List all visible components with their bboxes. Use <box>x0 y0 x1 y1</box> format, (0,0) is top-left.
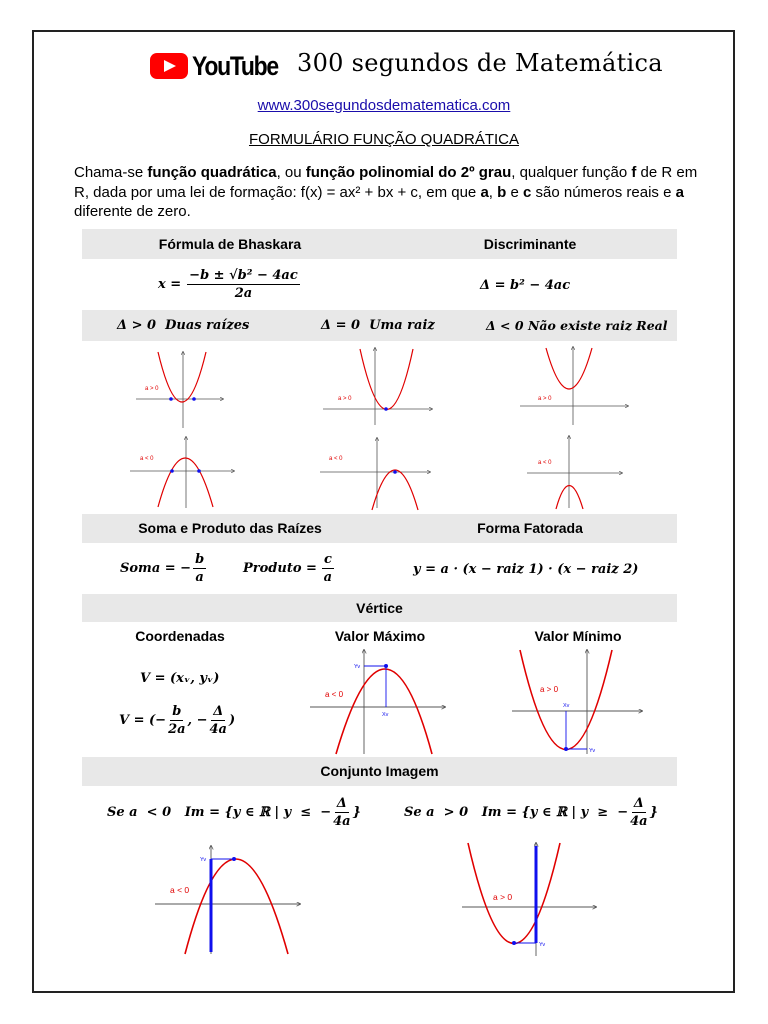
svg-text:a < 0: a < 0 <box>140 456 154 462</box>
forma-fatorada-title: Forma Fatorada <box>477 520 583 536</box>
valor-minimo-title: Valor Mínimo <box>534 628 622 644</box>
svg-text:Yv: Yv <box>539 942 546 948</box>
page-title: 300 segundos de Matemática <box>297 49 663 77</box>
svg-text:Yv: Yv <box>200 857 207 863</box>
intro-paragraph: Chama-se função quadrática, ou função polinomial do 2º grau, qualquer função f de R em R, dada por uma lei de formação: f(x) = ax² + bx + c, em que a, b e c são números reais e a diferente de zero. <box>74 164 698 220</box>
discriminante-title: Discriminante <box>483 236 577 252</box>
youtube-wordmark: YouTube <box>192 50 278 81</box>
case-one-root: Δ = 0 Uma raiz <box>321 318 435 333</box>
svg-text:Yv: Yv <box>354 664 361 670</box>
graph-imagem-pos <box>462 843 596 956</box>
graph-imagem-neg <box>155 846 300 954</box>
svg-text:a > 0: a > 0 <box>145 386 159 392</box>
bhaskara-formula: x = $\frac{\text{−b ± √b² − 4ac}}{2a}$ <box>158 268 298 301</box>
vertice-coord-formula: V = (xᵥ, yᵥ) <box>140 671 220 686</box>
produto-formula: Produto = $\frac{c}{a}$ <box>243 552 333 585</box>
case-two-roots: Δ > 0 Duas raízes <box>117 318 250 333</box>
coordenadas-title: Coordenadas <box>135 628 225 644</box>
svg-text:a < 0: a < 0 <box>538 460 552 466</box>
svg-text:Xv: Xv <box>382 712 389 718</box>
formulario-heading: FORMULÁRIO FUNÇÃO QUADRÁTICA <box>248 131 519 148</box>
svg-text:Yv: Yv <box>589 748 596 754</box>
svg-text:a < 0: a < 0 <box>325 690 344 699</box>
svg-text:Xv: Xv <box>563 703 570 709</box>
fatorada-formula: y = a · (x − raiz 1) · (x − raiz 2) <box>413 562 639 577</box>
imagem-title: Conjunto Imagem <box>320 763 439 779</box>
svg-text:a > 0: a > 0 <box>540 685 559 694</box>
svg-text:a > 0: a > 0 <box>538 396 552 402</box>
svg-text:a < 0: a < 0 <box>329 456 343 462</box>
imagem-formula-neg: Se a < 0 Im = {y ∈ ℝ | y ≤ − $\frac{\Delta}{4a}$ } <box>107 796 361 829</box>
svg-text:a > 0: a > 0 <box>493 892 513 902</box>
svg-text:a < 0: a < 0 <box>170 885 190 895</box>
svg-text:a > 0: a > 0 <box>338 396 352 402</box>
bhaskara-title: Fórmula de Bhaskara <box>158 236 302 252</box>
imagem-formula-pos: Se a > 0 Im = {y ∈ ℝ | y ≥ − $\frac{\Delta}{4a}$ } <box>404 796 658 829</box>
soma-formula: Soma = − $\frac{b}{a}$ <box>120 552 205 585</box>
soma-produto-title: Soma e Produto das Raízes <box>138 520 322 536</box>
case-no-root: Δ < 0 Não existe raiz Real <box>486 318 668 333</box>
website-link[interactable]: www.300segundosdematematica.com <box>257 97 511 114</box>
vertice-title: Vértice <box>356 600 403 616</box>
valor-maximo-title: Valor Máximo <box>334 628 426 644</box>
discriminante-formula: Δ = b² − 4ac <box>480 278 571 293</box>
vertice-formula: V = (− $\frac{b}{2a}$ , − $\frac{\Delta}{4a}$ ) <box>119 704 236 737</box>
